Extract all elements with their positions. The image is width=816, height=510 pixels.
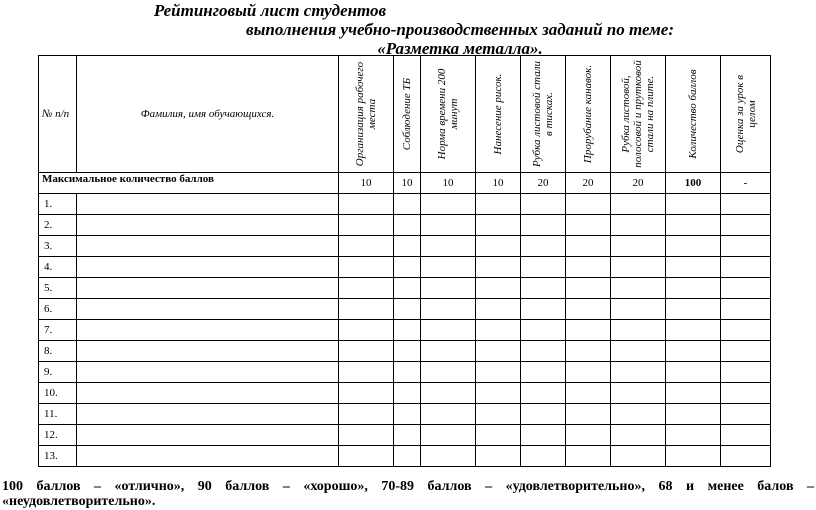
header-criterion-label: Нанесение рисок. bbox=[492, 73, 504, 155]
score-cell bbox=[611, 362, 666, 383]
score-cell bbox=[521, 320, 566, 341]
row-number: 3. bbox=[39, 236, 77, 257]
score-cell bbox=[611, 320, 666, 341]
score-cell bbox=[666, 425, 721, 446]
score-cell bbox=[476, 425, 521, 446]
rating-table bbox=[38, 55, 771, 467]
table-row bbox=[39, 299, 771, 320]
row-number: 12. bbox=[39, 425, 77, 446]
score-cell bbox=[476, 215, 521, 236]
score-cell bbox=[566, 236, 611, 257]
score-cell bbox=[721, 278, 771, 299]
score-cell bbox=[421, 257, 476, 278]
sheet-subtitle: выполнения учебно-производственных заданий по теме: bbox=[246, 20, 674, 39]
score-cell bbox=[666, 257, 721, 278]
score-cell bbox=[521, 446, 566, 467]
score-cell bbox=[721, 404, 771, 425]
table-row bbox=[39, 404, 771, 425]
header-criterion-2 bbox=[394, 56, 421, 173]
score-cell bbox=[521, 362, 566, 383]
score-cell bbox=[521, 404, 566, 425]
student-name-cell bbox=[77, 257, 339, 278]
table-row bbox=[39, 362, 771, 383]
score-cell bbox=[476, 320, 521, 341]
max-score-cell: 10 bbox=[476, 173, 521, 194]
student-name-cell bbox=[77, 383, 339, 404]
score-cell bbox=[721, 257, 771, 278]
student-name-cell bbox=[77, 320, 339, 341]
student-name-cell bbox=[77, 446, 339, 467]
header-row bbox=[39, 56, 771, 173]
score-cell bbox=[566, 446, 611, 467]
score-cell bbox=[421, 341, 476, 362]
score-cell bbox=[421, 404, 476, 425]
score-cell bbox=[566, 194, 611, 215]
score-cell bbox=[339, 299, 394, 320]
row-number: 1. bbox=[39, 194, 77, 215]
score-cell bbox=[611, 299, 666, 320]
sheet-topic: «Разметка металла». bbox=[377, 39, 543, 58]
row-number: 13. bbox=[39, 446, 77, 467]
student-name-cell bbox=[77, 236, 339, 257]
score-cell bbox=[394, 215, 421, 236]
header-criterion-3 bbox=[421, 56, 476, 173]
header-criterion-label: Рубка листовой, полосовой и прутковой стали на плите. bbox=[620, 60, 656, 168]
score-cell bbox=[566, 278, 611, 299]
score-cell bbox=[611, 446, 666, 467]
header-criterion-label: Норма времени 200 минут bbox=[436, 68, 460, 160]
score-cell bbox=[666, 362, 721, 383]
score-cell bbox=[721, 215, 771, 236]
score-cell bbox=[611, 404, 666, 425]
score-cell bbox=[394, 362, 421, 383]
score-cell bbox=[421, 425, 476, 446]
score-cell bbox=[666, 215, 721, 236]
header-criterion-label: Рубка листовой стали в тисках. bbox=[531, 61, 555, 168]
score-cell bbox=[394, 278, 421, 299]
score-cell bbox=[666, 278, 721, 299]
header-num: № п/п bbox=[39, 56, 77, 173]
header-criterion-4 bbox=[476, 56, 521, 173]
table-row bbox=[39, 446, 771, 467]
score-cell bbox=[339, 425, 394, 446]
score-cell bbox=[566, 341, 611, 362]
header-criterion-7 bbox=[611, 56, 666, 173]
max-score-total: 100 bbox=[666, 173, 721, 194]
score-cell bbox=[521, 215, 566, 236]
student-name-cell bbox=[77, 278, 339, 299]
header-criterion-label: Соблюдение ТБ bbox=[401, 77, 413, 151]
score-cell bbox=[339, 278, 394, 299]
score-cell bbox=[566, 362, 611, 383]
score-cell bbox=[666, 320, 721, 341]
max-score-cell: 20 bbox=[521, 173, 566, 194]
score-cell bbox=[521, 299, 566, 320]
table-row bbox=[39, 341, 771, 362]
score-cell bbox=[339, 404, 394, 425]
score-cell bbox=[394, 194, 421, 215]
score-cell bbox=[721, 194, 771, 215]
header-criterion-label: Оценка за урок в целом bbox=[733, 74, 758, 154]
grading-scale: 100 баллов – «отлично», 90 баллов – «хорошо», 70-89 баллов – «удовлетворительно», 68 и менее балов – bbox=[2, 479, 814, 494]
score-cell bbox=[476, 383, 521, 404]
score-cell bbox=[476, 278, 521, 299]
score-cell bbox=[666, 404, 721, 425]
score-cell bbox=[521, 257, 566, 278]
score-cell bbox=[721, 320, 771, 341]
max-score-cell: 20 bbox=[566, 173, 611, 194]
score-cell bbox=[339, 383, 394, 404]
score-cell bbox=[394, 341, 421, 362]
max-score-cell: 10 bbox=[339, 173, 394, 194]
score-cell bbox=[339, 446, 394, 467]
score-cell bbox=[421, 446, 476, 467]
row-number: 4. bbox=[39, 257, 77, 278]
score-cell bbox=[666, 341, 721, 362]
score-cell bbox=[721, 341, 771, 362]
header-criterion-label: Количество баллов bbox=[687, 69, 699, 159]
row-number: 2. bbox=[39, 215, 77, 236]
row-number: 10. bbox=[39, 383, 77, 404]
score-cell bbox=[666, 299, 721, 320]
score-cell bbox=[476, 341, 521, 362]
score-cell bbox=[611, 383, 666, 404]
score-cell bbox=[476, 257, 521, 278]
score-cell bbox=[339, 341, 394, 362]
score-cell bbox=[721, 425, 771, 446]
score-cell bbox=[611, 257, 666, 278]
score-cell bbox=[611, 215, 666, 236]
max-score-grade: - bbox=[721, 173, 771, 194]
score-cell bbox=[339, 236, 394, 257]
header-criterion-5 bbox=[521, 56, 566, 173]
row-number: 7. bbox=[39, 320, 77, 341]
score-cell bbox=[476, 446, 521, 467]
student-name-cell bbox=[77, 215, 339, 236]
score-cell bbox=[611, 341, 666, 362]
score-cell bbox=[521, 341, 566, 362]
score-cell bbox=[394, 383, 421, 404]
score-cell bbox=[611, 194, 666, 215]
score-cell bbox=[521, 383, 566, 404]
header-lesson-grade bbox=[721, 56, 771, 173]
score-cell bbox=[476, 362, 521, 383]
score-cell bbox=[521, 236, 566, 257]
score-cell bbox=[339, 320, 394, 341]
score-cell bbox=[566, 299, 611, 320]
student-name-cell bbox=[77, 341, 339, 362]
score-cell bbox=[476, 194, 521, 215]
score-cell bbox=[421, 215, 476, 236]
score-cell bbox=[421, 320, 476, 341]
table-row bbox=[39, 257, 771, 278]
score-cell bbox=[421, 362, 476, 383]
score-cell bbox=[721, 362, 771, 383]
score-cell bbox=[394, 299, 421, 320]
grading-scale-continued: «неудовлетворительно». bbox=[2, 494, 156, 509]
score-cell bbox=[421, 383, 476, 404]
row-number: 11. bbox=[39, 404, 77, 425]
header-name: Фамилия, имя обучающихся. bbox=[77, 56, 339, 173]
student-name-cell bbox=[77, 425, 339, 446]
row-number: 5. bbox=[39, 278, 77, 299]
row-number: 9. bbox=[39, 362, 77, 383]
score-cell bbox=[476, 236, 521, 257]
score-cell bbox=[394, 404, 421, 425]
score-cell bbox=[521, 194, 566, 215]
max-score-label: Максимальное количество баллов bbox=[39, 173, 339, 194]
score-cell bbox=[421, 278, 476, 299]
score-cell bbox=[566, 215, 611, 236]
header-criterion-label: Организация рабочего места bbox=[354, 61, 378, 167]
table-row bbox=[39, 383, 771, 404]
score-cell bbox=[566, 404, 611, 425]
score-cell bbox=[339, 194, 394, 215]
score-cell bbox=[339, 257, 394, 278]
score-cell bbox=[394, 446, 421, 467]
student-name-cell bbox=[77, 362, 339, 383]
score-cell bbox=[666, 236, 721, 257]
score-cell bbox=[394, 320, 421, 341]
score-cell bbox=[721, 446, 771, 467]
table-row bbox=[39, 236, 771, 257]
table-row bbox=[39, 194, 771, 215]
row-number: 6. bbox=[39, 299, 77, 320]
score-cell bbox=[521, 425, 566, 446]
row-number: 8. bbox=[39, 341, 77, 362]
score-cell bbox=[666, 194, 721, 215]
score-cell bbox=[421, 194, 476, 215]
score-cell bbox=[421, 236, 476, 257]
max-score-cell: 10 bbox=[394, 173, 421, 194]
score-cell bbox=[394, 236, 421, 257]
score-cell bbox=[476, 404, 521, 425]
score-cell bbox=[476, 299, 521, 320]
score-cell bbox=[566, 425, 611, 446]
score-cell bbox=[666, 383, 721, 404]
score-cell bbox=[394, 257, 421, 278]
score-cell bbox=[666, 446, 721, 467]
score-cell bbox=[566, 383, 611, 404]
table-row bbox=[39, 278, 771, 299]
max-score-row bbox=[39, 173, 771, 194]
sheet-title: Рейтинговый лист студентов bbox=[153, 1, 387, 20]
table-row bbox=[39, 215, 771, 236]
student-name-cell bbox=[77, 299, 339, 320]
header-total-score bbox=[666, 56, 721, 173]
score-cell bbox=[721, 383, 771, 404]
score-cell bbox=[721, 299, 771, 320]
score-cell bbox=[421, 299, 476, 320]
score-cell bbox=[339, 362, 394, 383]
score-cell bbox=[339, 215, 394, 236]
score-cell bbox=[566, 320, 611, 341]
score-cell bbox=[611, 236, 666, 257]
header-criterion-label: Прорубание канавок. bbox=[582, 64, 594, 164]
score-cell bbox=[611, 278, 666, 299]
student-name-cell bbox=[77, 404, 339, 425]
header-criterion-6 bbox=[566, 56, 611, 173]
score-cell bbox=[566, 257, 611, 278]
score-cell bbox=[521, 278, 566, 299]
max-score-cell: 10 bbox=[421, 173, 476, 194]
header-criterion-1 bbox=[339, 56, 394, 173]
score-cell bbox=[611, 425, 666, 446]
student-name-cell bbox=[77, 194, 339, 215]
table-row bbox=[39, 320, 771, 341]
max-score-cell: 20 bbox=[611, 173, 666, 194]
score-cell bbox=[394, 425, 421, 446]
score-cell bbox=[721, 236, 771, 257]
table-row bbox=[39, 425, 771, 446]
